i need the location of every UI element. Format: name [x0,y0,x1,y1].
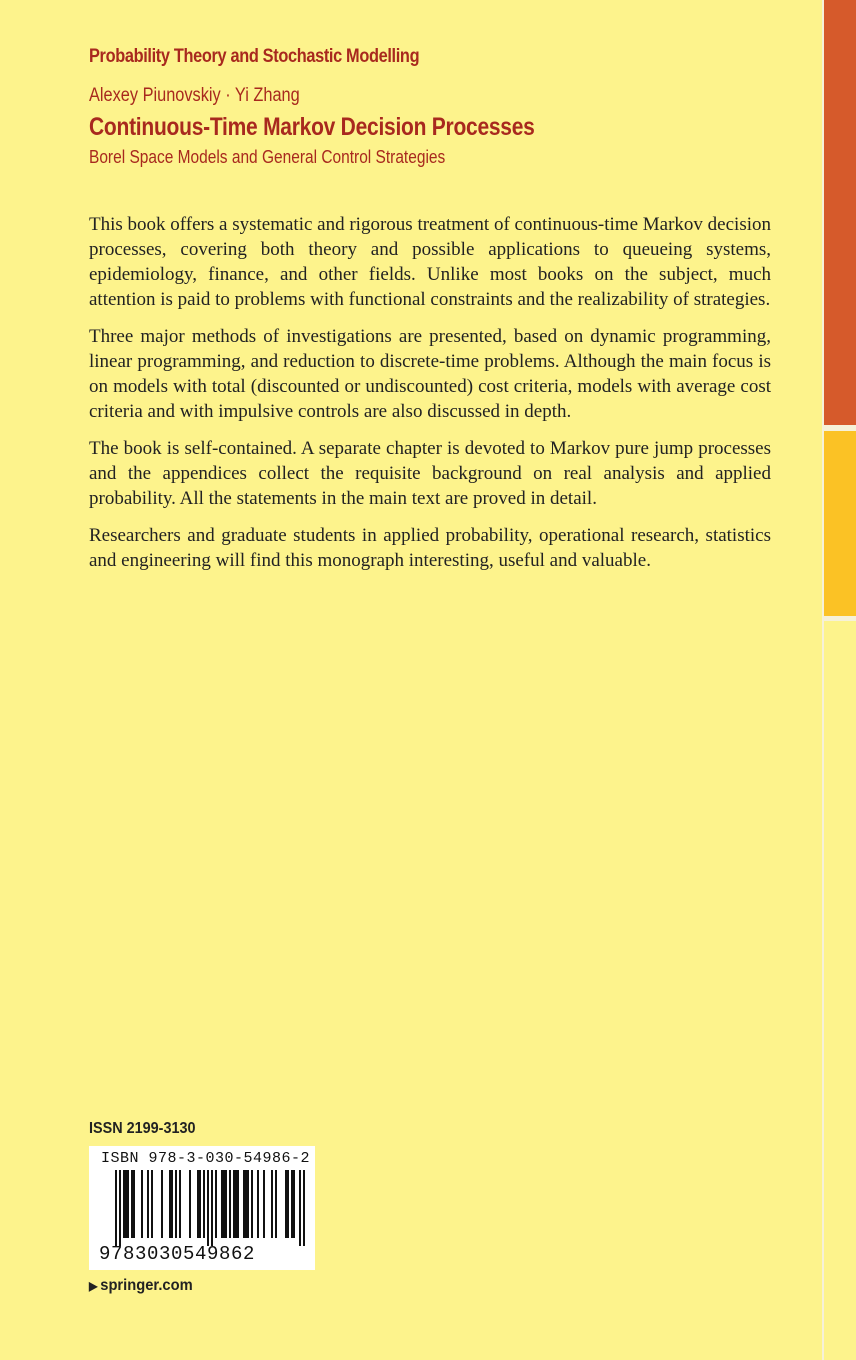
barcode-bar [197,1170,199,1238]
barcode-bar [235,1170,237,1238]
barcode-bar [263,1170,265,1238]
barcode-bar [199,1170,201,1238]
barcode-bar [247,1170,249,1238]
barcode-bar [169,1170,171,1238]
barcode-bar [131,1170,133,1238]
publisher-url: springer.com [100,1277,193,1294]
barcode-bar [115,1170,117,1246]
barcode-bar [207,1170,209,1246]
isbn-label: ISBN 978-3-030-54986-2 [101,1150,311,1167]
barcode-bar [285,1170,287,1238]
barcode-bar [119,1170,121,1246]
stripe-gold-band [824,431,856,616]
barcode-box [89,1146,315,1270]
barcode-bar [225,1170,227,1238]
authors: Alexey Piunovskiy · Yi Zhang [89,85,300,106]
barcode-bar [243,1170,245,1238]
paragraph: Three major methods of investigations are presented, based on dynamic programming, linear programming, and reduction to discrete-time problems. Although the main focus is on models with total (discounted or undiscounted) cost criteria, models with average cost criteria and with impulsive controls are also discussed in depth. [89,326,771,422]
barcode-bar [127,1170,129,1238]
barcode-bar [147,1170,149,1238]
barcode-bar [141,1170,143,1238]
barcode-bar [291,1170,293,1238]
barcode-bar [215,1170,217,1238]
paragraph: The book is self-contained. A separate chapter is devoted to Markov pure jump processes and the appendices collect the requisite background on real analysis and applied probability. All the statements in the main text are proved in detail. [89,438,771,509]
publisher-link[interactable] [89,1277,193,1295]
barcode-bar [303,1170,305,1246]
barcode-bar [229,1170,231,1238]
book-title: Continuous-Time Markov Decision Processes [89,113,535,141]
barcode-bar [293,1170,295,1238]
barcode-bar [223,1170,225,1238]
barcode-bar [271,1170,273,1238]
barcode-bar [299,1170,301,1246]
series-name: Probability Theory and Stochastic Modelling [89,46,420,67]
book-subtitle: Borel Space Models and General Control Strategies [89,147,446,167]
barcode-bar [175,1170,177,1238]
barcode-bar [203,1170,205,1238]
barcode-bar [251,1170,253,1238]
barcode-bar [123,1170,125,1238]
barcode-bar [275,1170,277,1238]
barcode-bar [133,1170,135,1238]
barcode-bar [237,1170,239,1238]
arrow-icon: ▶ [89,1279,98,1293]
barcode-bar [221,1170,223,1238]
barcode-bar [161,1170,163,1238]
barcode-bar [245,1170,247,1238]
barcode-bar [179,1170,181,1238]
barcode-bar [125,1170,127,1238]
barcode-bar [287,1170,289,1238]
barcode-bar [151,1170,153,1238]
barcode-bar [171,1170,173,1238]
paragraph: Researchers and graduate students in applied probability, operational research, statistics and engineering will find this monograph interesting, useful and valuable. [89,525,771,571]
stripe-orange-band [824,0,856,425]
barcode-digits: 9783030549862 [99,1243,256,1265]
stripe-separator [824,616,856,621]
barcode-bar [257,1170,259,1238]
paragraph: This book offers a systematic and rigorous treatment of continuous-time Markov decision processes, covering both theory and possible applications to queueing systems, epidemiology, finance, and other fields. Unlike most books on the subject, much attention is paid to problems with functional constraints and the realizability of strategies. [89,214,771,310]
issn: ISSN 2199-3130 [89,1120,196,1137]
description [89,212,771,585]
barcode-bar [211,1170,213,1246]
barcode-bar [233,1170,235,1238]
barcode-bar [189,1170,191,1238]
